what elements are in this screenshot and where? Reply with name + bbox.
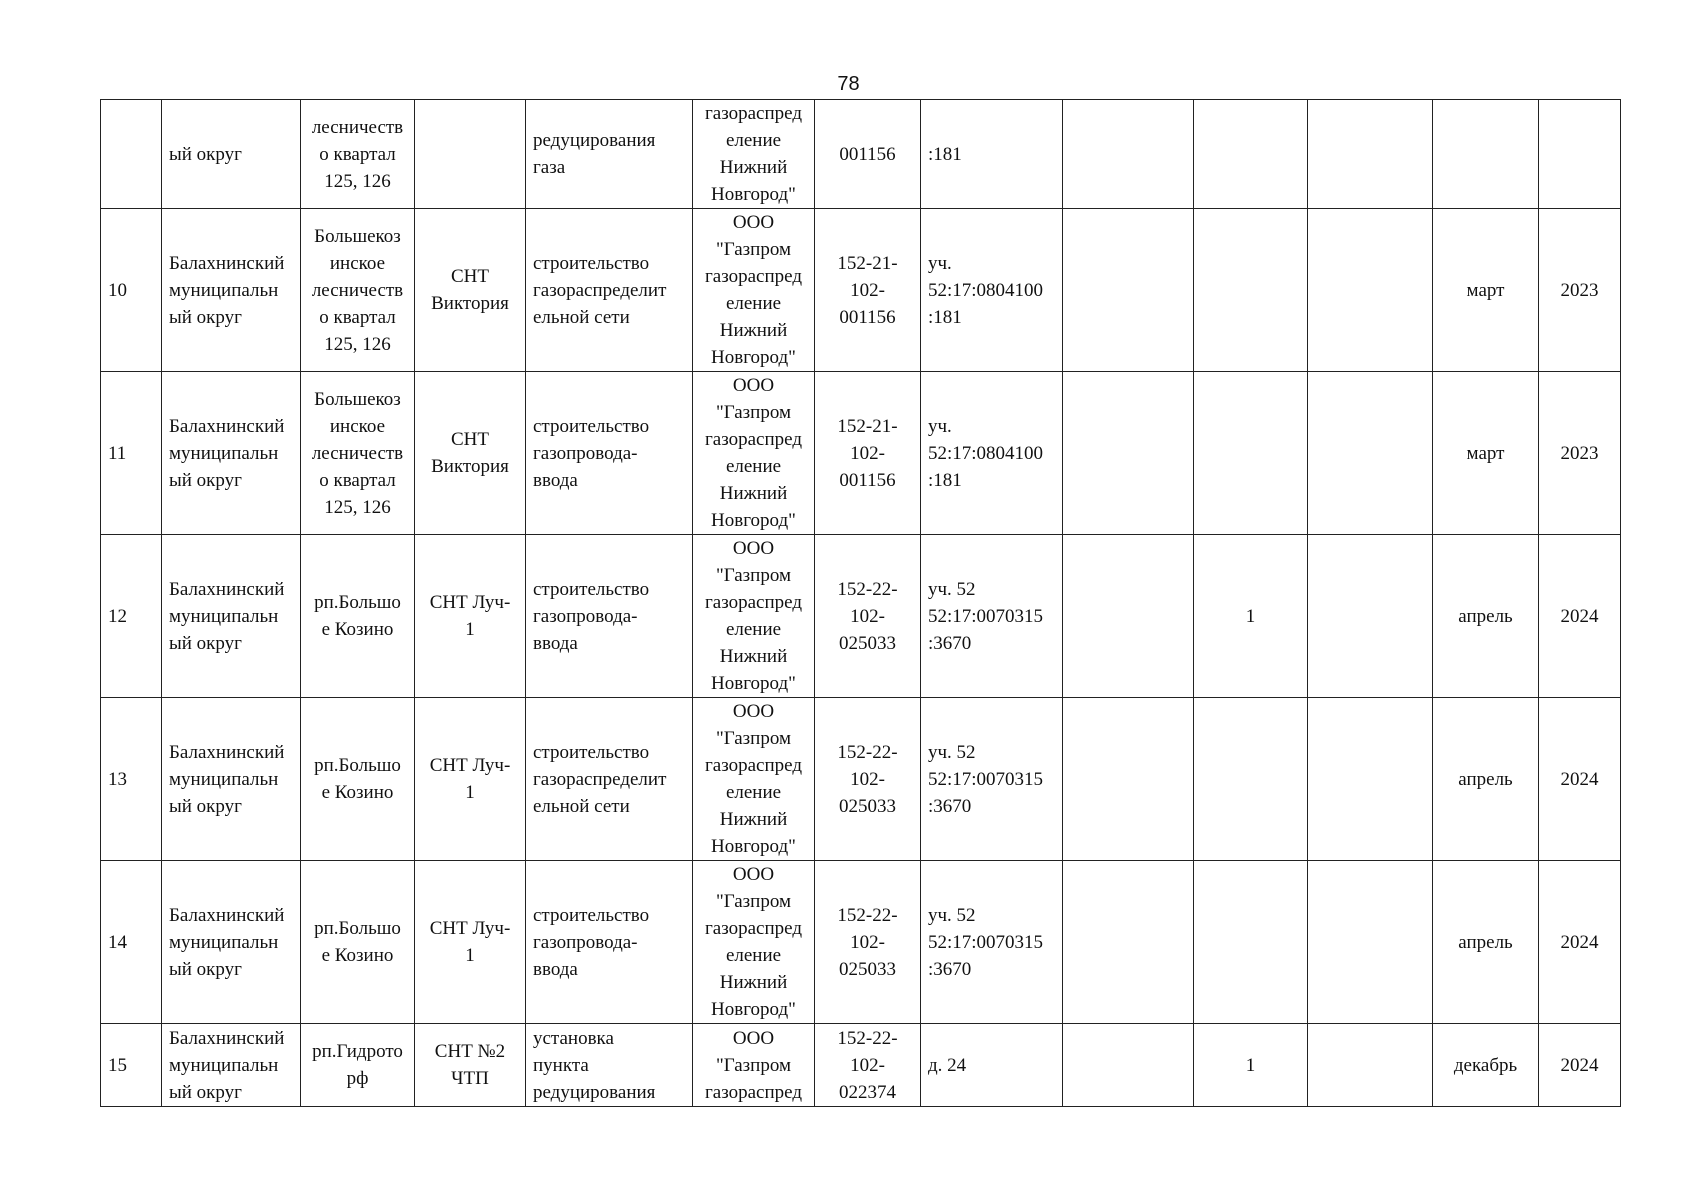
cell-request-code: 152-22- 102- 022374 [815,1024,921,1107]
cell-location: рп.Большо е Козино [301,698,415,861]
cell-extra-1 [1063,698,1194,861]
cell-extra-3 [1308,1024,1433,1107]
cell-month: апрель [1433,861,1539,1024]
cell-extra-1 [1063,535,1194,698]
cell-extra-3 [1308,535,1433,698]
cell-extra-2 [1194,209,1308,372]
cell-organization: ООО "Газпром газораспред еление Нижний Новгород" [693,209,815,372]
cell-row-number: 12 [101,535,162,698]
cell-year: 2024 [1539,1024,1621,1107]
cell-row-number: 13 [101,698,162,861]
cell-district: Балахнинский муниципальн ый округ [162,372,301,535]
cell-snt: СНТ Луч- 1 [415,698,526,861]
cell-work-type: установка пункта редуцирования [526,1024,693,1107]
cell-plot-number: уч. 52 52:17:0070315 :3670 [921,535,1063,698]
cell-row-number: 11 [101,372,162,535]
cell-plot-number: уч. 52:17:0804100 :181 [921,372,1063,535]
cell-organization: ООО "Газпром газораспред еление Нижний Новгород" [693,535,815,698]
cell-extra-1 [1063,372,1194,535]
works-table [100,99,1621,1107]
cell-year: 2023 [1539,209,1621,372]
table-row [101,209,1621,372]
cell-snt: СНТ Виктория [415,209,526,372]
cell-organization: газораспред еление Нижний Новгород" [693,100,815,209]
table-body [101,100,1621,1107]
cell-location: лесничеств о квартал 125, 126 [301,100,415,209]
cell-extra-2 [1194,372,1308,535]
cell-plot-number: уч. 52:17:0804100 :181 [921,209,1063,372]
cell-extra-2 [1194,100,1308,209]
cell-work-type: строительство газораспределит ельной сети [526,209,693,372]
cell-extra-2 [1194,698,1308,861]
cell-snt [415,100,526,209]
table-row [101,698,1621,861]
cell-location: рп.Большо е Козино [301,861,415,1024]
cell-district: Балахнинский муниципальн ый округ [162,698,301,861]
cell-snt: СНТ Виктория [415,372,526,535]
cell-work-type: редуцирования газа [526,100,693,209]
cell-district: ый округ [162,100,301,209]
cell-snt: СНТ №2 ЧТП [415,1024,526,1107]
cell-district: Балахнинский муниципальн ый округ [162,535,301,698]
cell-request-code: 152-22- 102- 025033 [815,861,921,1024]
cell-organization: ООО "Газпром газораспред [693,1024,815,1107]
cell-snt: СНТ Луч- 1 [415,535,526,698]
cell-year: 2023 [1539,372,1621,535]
cell-extra-2: 1 [1194,535,1308,698]
cell-row-number: 15 [101,1024,162,1107]
cell-month [1433,100,1539,209]
cell-row-number: 10 [101,209,162,372]
cell-year [1539,100,1621,209]
cell-organization: ООО "Газпром газораспред еление Нижний Новгород" [693,698,815,861]
cell-request-code: 152-22- 102- 025033 [815,698,921,861]
cell-year: 2024 [1539,698,1621,861]
cell-extra-3 [1308,372,1433,535]
table-row [101,861,1621,1024]
cell-month: март [1433,209,1539,372]
cell-location: Большекоз инское лесничеств о квартал 125, 126 [301,209,415,372]
cell-district: Балахнинский муниципальн ый округ [162,1024,301,1107]
cell-request-code: 152-21- 102- 001156 [815,209,921,372]
cell-extra-1 [1063,100,1194,209]
page-number: 78 [837,73,860,95]
cell-extra-2: 1 [1194,1024,1308,1107]
cell-request-code: 152-21- 102- 001156 [815,372,921,535]
cell-district: Балахнинский муниципальн ый округ [162,209,301,372]
cell-extra-1 [1063,1024,1194,1107]
cell-extra-1 [1063,861,1194,1024]
cell-organization: ООО "Газпром газораспред еление Нижний Новгород" [693,861,815,1024]
cell-request-code: 152-22- 102- 025033 [815,535,921,698]
cell-extra-3 [1308,698,1433,861]
cell-location: рп.Гидрото рф [301,1024,415,1107]
cell-month: декабрь [1433,1024,1539,1107]
cell-extra-3 [1308,209,1433,372]
cell-extra-2 [1194,861,1308,1024]
table-row [101,372,1621,535]
cell-row-number [101,100,162,209]
cell-snt: СНТ Луч- 1 [415,861,526,1024]
cell-work-type: строительство газораспределит ельной сети [526,698,693,861]
cell-month: март [1433,372,1539,535]
cell-plot-number: :181 [921,100,1063,209]
cell-work-type: строительство газопровода- ввода [526,861,693,1024]
cell-extra-3 [1308,100,1433,209]
cell-year: 2024 [1539,861,1621,1024]
cell-district: Балахнинский муниципальн ый округ [162,861,301,1024]
cell-location: рп.Большо е Козино [301,535,415,698]
cell-month: апрель [1433,535,1539,698]
table-row [101,100,1621,209]
cell-work-type: строительство газопровода- ввода [526,535,693,698]
cell-work-type: строительство газопровода- ввода [526,372,693,535]
cell-plot-number: уч. 52 52:17:0070315 :3670 [921,698,1063,861]
cell-organization: ООО "Газпром газораспред еление Нижний Новгород" [693,372,815,535]
cell-request-code: 001156 [815,100,921,209]
table-row [101,535,1621,698]
cell-location: Большекоз инское лесничеств о квартал 125, 126 [301,372,415,535]
table-row [101,1024,1621,1107]
cell-month: апрель [1433,698,1539,861]
cell-year: 2024 [1539,535,1621,698]
cell-extra-3 [1308,861,1433,1024]
cell-plot-number: уч. 52 52:17:0070315 :3670 [921,861,1063,1024]
cell-row-number: 14 [101,861,162,1024]
cell-extra-1 [1063,209,1194,372]
cell-plot-number: д. 24 [921,1024,1063,1107]
